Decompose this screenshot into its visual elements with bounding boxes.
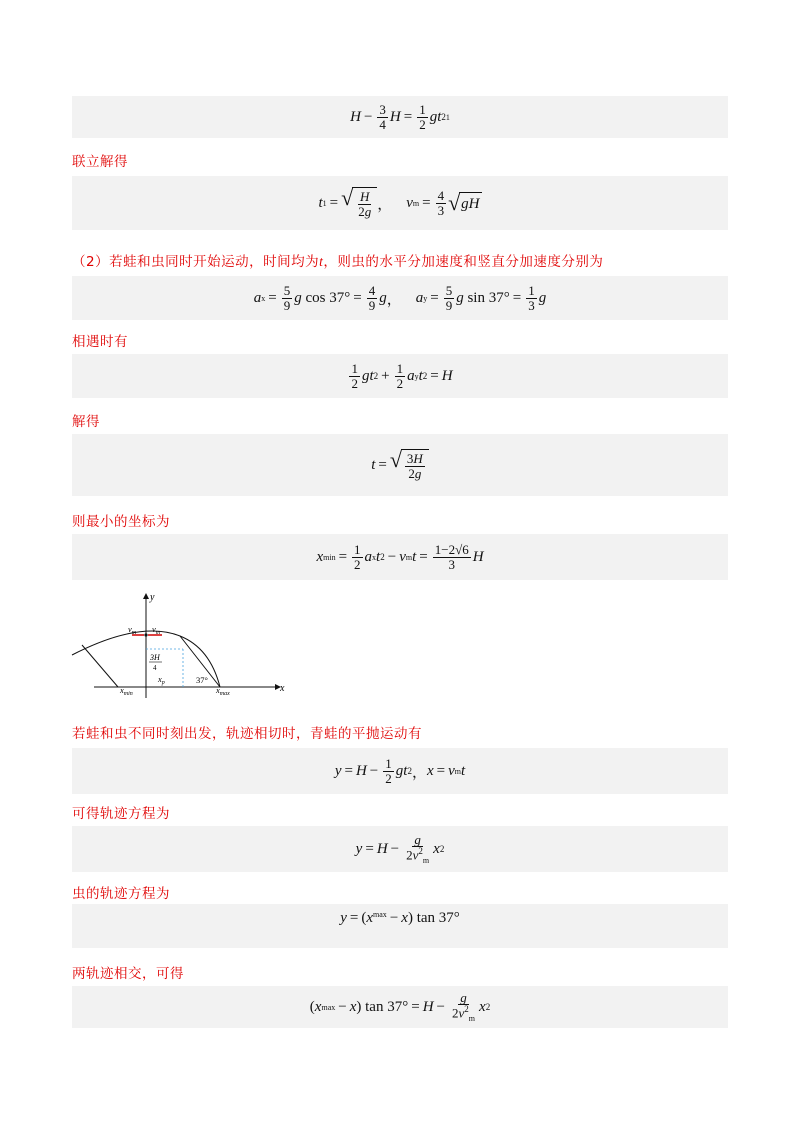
bug-path-left (82, 645, 118, 687)
label-angle: 37° (196, 675, 208, 685)
label-meet: 相遇时有 (72, 334, 128, 350)
label-xmin: $x_{min}$ (120, 685, 133, 697)
formula-box-3: a x = $\frac{5}{9}$ g cos 37° = $\frac{4}{9}$ g ， a y = $\frac{5}{9}$ g sin 37° = $\frac{1}{3}$ g (72, 276, 728, 320)
label-bug-traj: 虫的轨迹方程为 (72, 886, 170, 902)
y-axis-label: y (150, 592, 155, 603)
formula-box-5: t = √ $\frac{3H}{2g}$ (72, 434, 728, 496)
label-vm-left: $v_m$ (128, 624, 137, 636)
label-part-2: （2）若蛙和虫同时开始运动，时间均为t，则虫的水平分加速度和竖直分加速度分别为 (72, 254, 604, 270)
trajectory-diagram (70, 590, 295, 705)
formula-box-8: y = H − $\frac{g}{2v^2_m}$ x 2 (72, 826, 728, 872)
label-xp: $x_p$ (158, 674, 165, 686)
label-solve-1: 联立解得 (72, 154, 128, 170)
label-xmax: $x_{max}$ (216, 685, 230, 697)
label-tangent: 若蛙和虫不同时刻出发，轨迹相切时，青蛙的平抛运动有 (72, 726, 422, 742)
x-axis-label: x (280, 683, 285, 694)
label-3h-den: 4 (153, 664, 157, 672)
label-3h-num: 3H (150, 653, 160, 662)
formula-box-10: ( x max − x ) tan 37° = H − $\frac{g}{2v^2_m}$ x 2 (72, 986, 728, 1028)
label-intersect: 两轨迹相交，可得 (72, 966, 184, 982)
label-solve-2: 解得 (72, 414, 100, 430)
formula-box-7: y = H − $\frac{1}{2}$ gt 2 ， x = v m t (72, 748, 728, 794)
meet-point (144, 633, 147, 636)
label-vm-right: $v_m$ (152, 624, 161, 636)
label-min-coord: 则最小的坐标为 (72, 514, 170, 530)
formula-box-2: t 1 = √ $\frac{H}{2g}$ ， v m = $\frac{4}{3}$ √ gH (72, 176, 728, 230)
label-traj-eq: 可得轨迹方程为 (72, 806, 170, 822)
formula-box-6: x min = $\frac{1}{2}$ a x t 2 − v m t = $\frac{1-2√6}{3}$ H (72, 534, 728, 580)
formula-box-9: y = ( x $^{max}$ − x ) tan 37° (72, 904, 728, 948)
formula-box-1: H − $\frac{3}{4}$ H = $\frac{1}{2}$ gt 2 1 (72, 96, 728, 138)
formula-box-4: $\frac{1}{2}$ gt 2 + $\frac{1}{2}$ a y t 2 = H (72, 354, 728, 398)
